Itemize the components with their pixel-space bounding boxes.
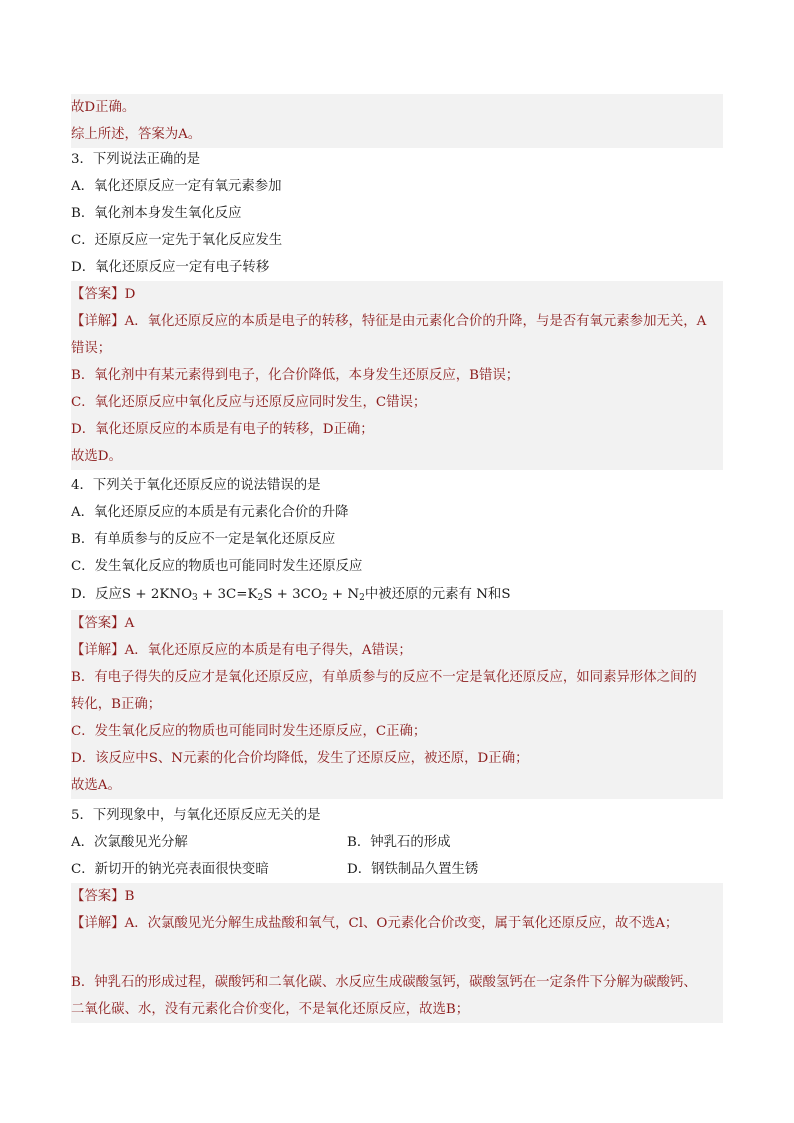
q3-answer-label: 【答案】 [71,287,125,302]
q4-option-d-suffix: 中被还原的元素有 N和S [364,587,511,602]
eq-part-1: S + 2KNO [121,587,193,602]
q3-option-a: A．氧化还原反应一定有氧元素参加 [71,179,282,194]
q4-option-b: B．有单质参与的反应不一定是氧化还原反应 [71,532,336,547]
q3-detail-label: 【详解】 [71,314,125,329]
q5-options-row-1 [71,829,723,856]
q4-option-a: A．氧化还原反应的本质是有元素化合价的升降 [71,505,349,520]
eq-part-4: + N [327,587,360,602]
q4-option-d-prefix: D．反应 [71,587,122,602]
q4-answer-value: A [124,616,135,631]
q4-detail-line-6: 故选A。 [71,772,723,799]
q4-equation [122,587,365,602]
q4-detail-line-2: B．有电子得失的反应才是氧化还原反应，有单质参与的反应不一定是氧化还原反应，如同素异形体之间的 [71,664,723,691]
q3-option-b: B．氧化剂本身发生氧化反应 [71,206,242,221]
q5-detail-line-3: 二氧化碳、水，没有元素化合价变化，不是氧化还原反应，故选B； [71,996,723,1023]
prev-detail-line: 故D正确。 [71,94,723,121]
q3-detail-line-4: C．氧化还原反应中氧化反应与还原反应同时发生，C错误； [71,389,723,416]
q5-answer-label: 【答案】 [71,889,125,904]
q4-stem: 4．下列关于氧化还原反应的说法错误的是 [71,478,321,493]
q5-options-row-2 [71,856,723,883]
eq-sub-3: 2 [321,593,328,603]
eq-sub-2: 2 [257,593,264,603]
eq-part-3: S + 3CO [263,587,322,602]
q4-detail-line-3: 转化，B正确； [71,691,723,718]
q3-detail-line-5: D．氧化还原反应的本质是有电子的转移，D正确； [71,416,723,443]
q3-stem: 3．下列说法正确的是 [71,152,201,167]
q4-detail-line-4: C．发生氧化反应的物质也可能同时发生还原反应，C正确； [71,718,723,745]
q4-detail-label: 【详解】 [71,643,125,658]
q5-answer-value: B [124,889,135,904]
q5-detail-line-1 [71,910,723,969]
prev-conclusion-line: 综上所述，答案为A。 [71,121,723,148]
q4-answer-label: 【答案】 [71,616,125,631]
q4-detail-line-1 [71,637,723,664]
q4-answer-line [71,610,723,637]
q3-detail-line-1 [71,308,723,335]
q5-option-d: D．钢铁制品久置生锈 [347,862,479,877]
eq-sub-1: 3 [192,593,198,603]
q5-answer-line [71,883,723,910]
q4-detail-text-1: A．氧化还原反应的本质是有电子得失，A错误； [124,643,412,658]
q3-detail-line-2: 错误； [71,335,723,362]
eq-sub-4: 2 [359,593,365,603]
q4-detail-line-5: D．该反应中S、N元素的化合价均降低，发生了还原反应，被还原，D正确； [71,745,723,772]
q3-detail-text-1: A．氧化还原反应的本质是电子的转移，特征是由元素化合价的升降，与是否有氧元素参加无关，A [124,314,707,329]
q3-option-d: D．氧化还原反应一定有电子转移 [71,260,270,275]
eq-part-2: + 3C=K [197,587,258,602]
q5-option-c: C．新切开的钠光亮表面很快变暗 [71,862,269,877]
q3-option-c: C．还原反应一定先于氧化反应发生 [71,233,283,248]
q5-stem: 5．下列现象中，与氧化还原反应无关的是 [71,808,321,823]
q4-option-c: C．发生氧化反应的物质也可能同时发生还原反应 [71,559,363,574]
q5-detail-label: 【详解】 [71,916,125,931]
q5-option-a: A．次氯酸见光分解 [71,835,188,850]
q3-detail-line-6: 故选D。 [71,443,723,470]
q3-answer-line [71,281,723,308]
q4-option-d [71,581,723,608]
q3-answer-value: D [124,287,136,302]
q5-option-b: B．钟乳石的形成 [347,835,451,850]
q5-detail-line-2: B．钟乳石的形成过程，碳酸钙和二氧化碳、水反应生成碳酸氢钙，碳酸氢钙在一定条件下分解为碳酸钙、 [71,969,723,996]
q3-detail-line-3: B．氧化剂中有某元素得到电子，化合价降低，本身发生还原反应，B错误； [71,362,723,389]
q5-detail-text-1: A．次氯酸见光分解生成盐酸和氧气，Cl、O元素化合价改变，属于氧化还原反应，故不选A； [124,916,679,931]
